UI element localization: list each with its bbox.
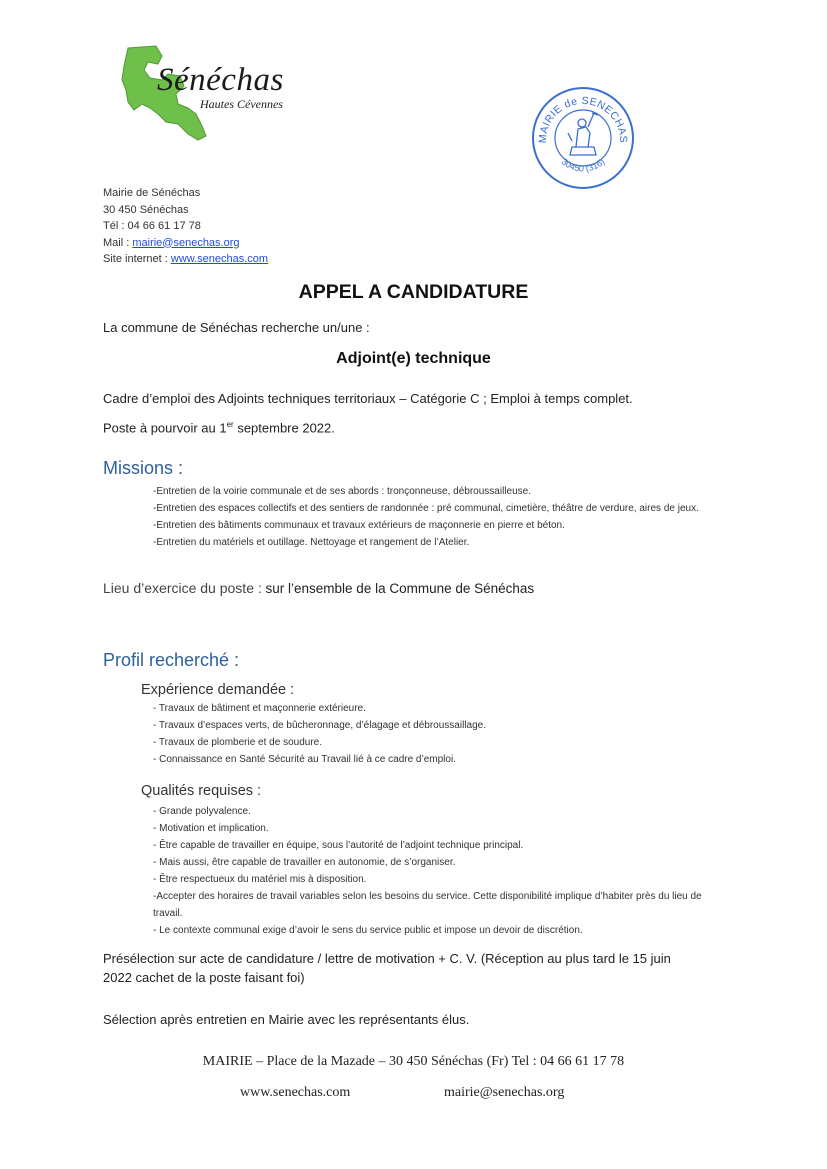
poste-before: Poste à pourvoir au 1: [103, 420, 227, 436]
missions-list: [153, 483, 733, 551]
experience-heading: Expérience demandée :: [141, 682, 295, 698]
list-item: -Entretien de la voirie communale et de ses abords : tronçonneuse, débroussailleuse.: [153, 486, 531, 497]
lieu-row: [103, 580, 534, 596]
cadre-text: Cadre d’emploi des Adjoints techniques territoriaux – Catégorie C ; Emploi à temps complet.: [103, 391, 633, 406]
lieu-label: Lieu d’exercice du poste :: [103, 580, 262, 596]
list-item: - Mais aussi, être capable de travailler en autonomie, de s’organiser.: [153, 857, 456, 868]
footer-website[interactable]: www.senechas.com: [240, 1085, 351, 1100]
list-item: -Accepter des horaires de travail variables selon les besoins du service. Cette disponibilité implique d’habiter près du lieu de travail.: [153, 891, 702, 919]
contact-phone: Tél : 04 66 61 17 78: [103, 220, 201, 232]
mairie-stamp: [528, 83, 638, 193]
list-item: - Travaux de plomberie et de soudure.: [153, 737, 322, 748]
contact-name: Mairie de Sénéchas: [103, 187, 201, 199]
list-item: - Motivation et implication.: [153, 823, 269, 834]
preselection-line-1: Présélection sur acte de candidature / lettre de motivation + C. V. (Réception au plus tard le 15 juin: [103, 951, 671, 966]
profil-heading: Profil recherché :: [103, 650, 240, 670]
lieu-value: sur l’ensemble de la Commune de Sénéchas: [261, 581, 535, 596]
mail-link[interactable]: mairie@senechas.org: [132, 236, 240, 249]
list-item: - Travaux d’espaces verts, de bûcheronnage, d’élagage et débroussaillage.: [153, 720, 486, 731]
list-item: - Connaissance en Santé Sécurité au Travail lié à ce cadre d’emploi.: [153, 754, 456, 765]
site-label: Site internet :: [103, 253, 171, 265]
stamp-bottom-text: 30450 (316): [559, 156, 607, 174]
mail-label: Mail :: [103, 236, 133, 249]
list-item: -Entretien des espaces collectifs et des sentiers de randonnée : pré communal, cimetière, théâtre de verdure, aires de jeux.: [153, 503, 699, 514]
site-link[interactable]: www.senechas.com: [170, 253, 269, 265]
logo-subtitle: Hautes Cévennes: [200, 97, 283, 111]
stamp-top-text: MAIRIE de SENECHAS: [536, 94, 630, 144]
job-title: Adjoint(e) technique: [336, 350, 491, 367]
list-item: - Être capable de travailler en équipe, sous l’autorité de l’adjoint technique principal.: [153, 840, 524, 851]
contact-mail-row: [103, 235, 268, 252]
logo-name: Sénéchas: [157, 62, 284, 98]
intro-text: La commune de Sénéchas recherche un/une :: [103, 320, 370, 335]
list-item: - Travaux de bâtiment et maçonnerie extérieure.: [153, 703, 366, 714]
page-title: APPEL A CANDIDATURE: [298, 281, 529, 303]
poste-text: [103, 420, 335, 435]
preselection-text: [103, 949, 671, 987]
preselection-line-2: 2022 cachet de la poste faisant foi): [103, 970, 305, 985]
poste-after: septembre 2022.: [233, 420, 335, 436]
svg-text:30450 (316): [560, 156, 607, 173]
contact-site-row: [103, 251, 268, 268]
contact-postal: 30 450 Sénéchas: [103, 203, 189, 216]
list-item: -Entretien du matériels et outillage. Nettoyage et rangement de l’Atelier.: [153, 537, 470, 548]
list-item: -Entretien des bâtiments communaux et travaux extérieurs de maçonnerie en pierre et béton.: [153, 520, 565, 531]
poste-sup: er: [226, 420, 234, 429]
footer-email[interactable]: mairie@senechas.org: [444, 1085, 565, 1100]
selection-text: Sélection après entretien en Mairie avec les représentants élus.: [103, 1012, 470, 1027]
qualites-list: [153, 803, 733, 939]
experience-list: [153, 700, 733, 768]
missions-heading: Missions :: [103, 458, 184, 478]
footer-address: MAIRIE – Place de la Mazade – 30 450 Sénéchas (Fr) Tel : 04 66 61 17 78: [202, 1054, 625, 1069]
list-item: - Grande polyvalence.: [153, 806, 251, 817]
marianne-emblem-icon: [568, 113, 598, 155]
contact-block: [103, 185, 268, 268]
list-item: - Être respectueux du matériel mis à disposition.: [153, 874, 367, 885]
qualites-heading: Qualités requises :: [141, 783, 262, 799]
list-item: - Le contexte communal exige d’avoir le sens du service public et impose un devoir de discrétion.: [153, 925, 583, 936]
